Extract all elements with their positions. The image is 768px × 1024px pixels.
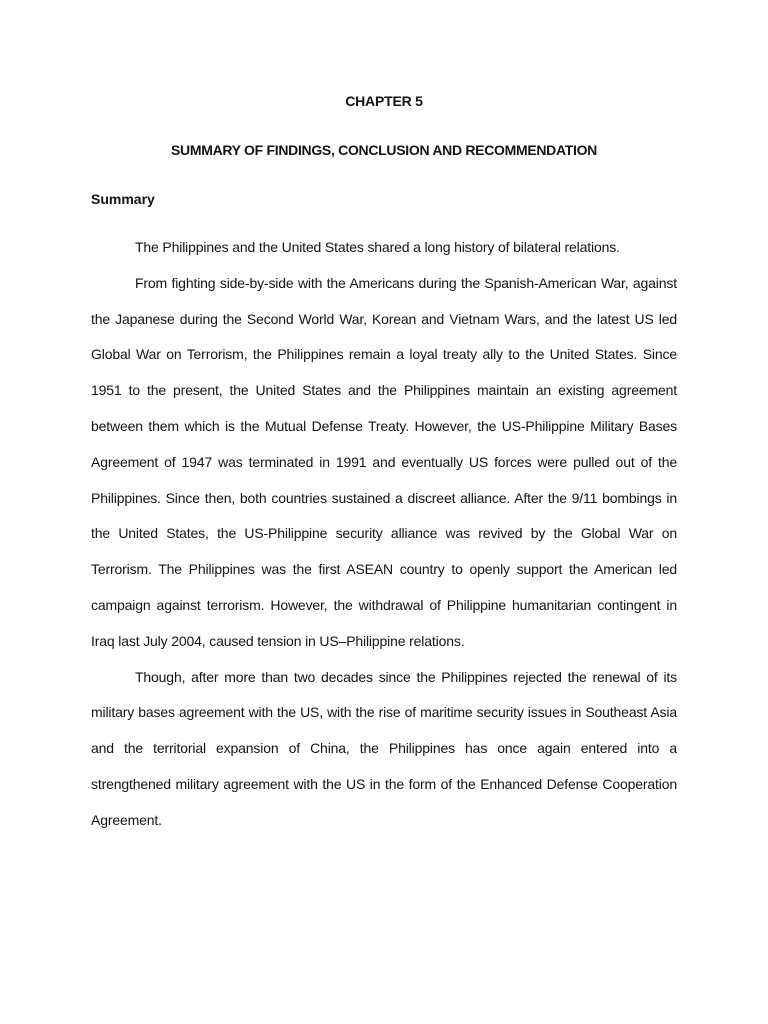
document-title: SUMMARY OF FINDINGS, CONCLUSION AND RECOMMENDATION [171,142,597,158]
paragraph: Though, after more than two decades since the Philippines rejected the renewal of its military bases agreement with the US, with the rise of maritime security issues in Southeast Asia and the territorial expansion of China, the Philippines has once again entered into a strengthened military agreement with the US in the form of the Enhanced Defense Cooperation Agreement. [91,668,677,828]
chapter-heading: CHAPTER 5 [345,93,423,109]
paragraph: From fighting side-by-side with the Americans during the Spanish-American War, against the Japanese during the Second World War, Korean and Vietnam Wars, and the latest US led Global War on Terrorism, the Philippines remain a loyal treaty ally to the United States. Since 1951 to the present, the United States and the Philippines maintain an existing agreement between them which is the Mutual Defense Treaty. However, the US-Philippine Military Bases Agreement of 1947 was terminated in 1991 and eventually US forces were pulled out of the Philippines. Since then, both countries sustained a discreet alliance. After the 9/11 bombings in the United States, the US-Philippine security alliance was revived by the Global War on Terrorism. The Philippines was the first ASEAN country to openly support the American led campaign against terrorism. However, the withdrawal of Philippine humanitarian contingent in Iraq last July 2004, caused tension in US–Philippine relations. [91,274,677,649]
paragraph: The Philippines and the United States shared a long history of bilateral relations. [135,239,620,255]
section-heading: Summary [91,191,155,207]
body-text [91,230,677,839]
